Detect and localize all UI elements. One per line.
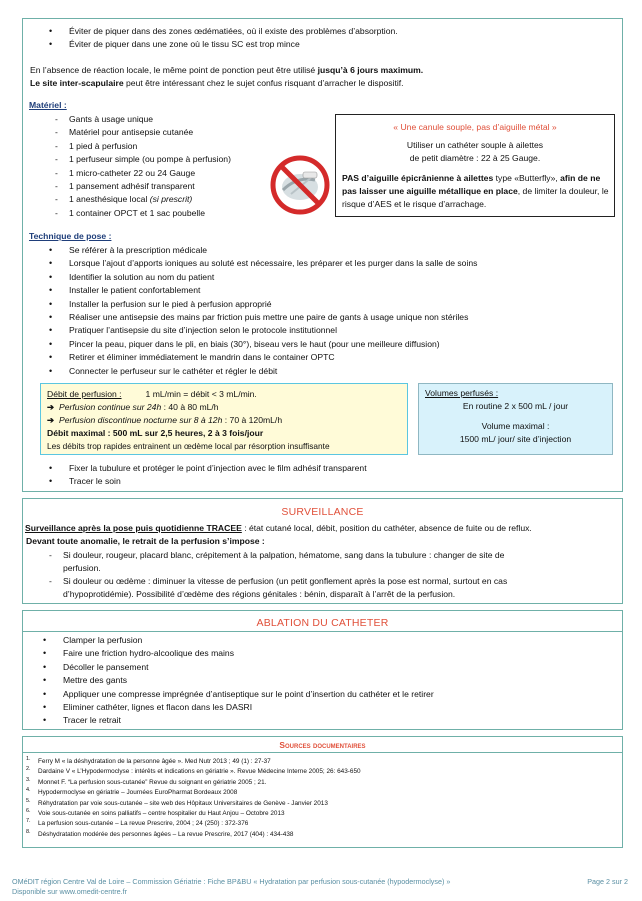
list-item: 5. Réhydratation par voie sous-cutanée – site web des Hôpitaux Universitaires de Genève - Janvier 2013 xyxy=(26,797,328,807)
list-item: • Pincer la peau, piquer dans le pli, en biais (30°), biseau vers le haut (pour une meilleure diffusion) xyxy=(23,338,477,351)
list-item: - 1 pied à perfusion xyxy=(23,140,231,153)
reuse-line-1: En l’absence de réaction locale, le même point de ponction peut être utilisé jusqu’à 6 jours maximum. xyxy=(30,65,424,75)
list-item: • Se référer à la prescription médicale xyxy=(23,244,477,257)
list-item: • Faire une friction hydro-alcoolique des mains xyxy=(17,647,434,660)
surveillance-item-1: - Si douleur, rougeur, placard blanc, crépitement à la palpation, hématome, sang dans la tubulure : changer de site de perfusion. xyxy=(49,550,505,573)
canule-paragraph: PAS d’aiguille épicrânienne à ailettes type «Butterfly», afin de ne pas laisser une aiguille métallique en place, de limiter la douleur, le risque d’AES et le risque d’arrachage. xyxy=(342,173,609,210)
volumes-routine: En routine 2 x 500 mL / jour xyxy=(462,401,569,411)
list-item: • Mettre des gants xyxy=(17,674,434,687)
volumes-title: Volumes perfusés : xyxy=(425,388,499,398)
surveillance-item-2: - Si douleur ou œdème : diminuer la vitesse de perfusion (un petit gonflement après la pose est normal, surtout en cas d’hypoprotidémie). Possibilité d’œdème des régions génitales : bénin, disparaît à l’arrêt de la perfusion. xyxy=(49,576,508,599)
list-item: • Appliquer une compresse imprégnée d’antiseptique sur le point d’insertion du cathéter et le retirer xyxy=(17,688,434,701)
main-protocol-box xyxy=(22,18,623,492)
page-number: Page 2 sur 2 xyxy=(587,877,628,886)
list-item: • Installer la perfusion sur le pied à perfusion approprié xyxy=(23,298,477,311)
list-item: - 1 perfuseur simple (ou pompe à perfusion) xyxy=(23,153,231,166)
surveillance-title: SURVEILLANCE xyxy=(281,506,364,518)
list-item: • Retirer et éliminer immédiatement le mandrin dans le container OPTC xyxy=(23,351,477,364)
volumes-max-label: Volume maximal : xyxy=(481,421,550,431)
list-item: • Réaliser une antisepsie des mains par friction puis mettre une paire de gants à usage unique non stériles xyxy=(23,311,477,324)
list-item: 4. Hypodermoclyse en gériatrie – Journées EuroPharmat Bordeaux 2008 xyxy=(26,787,238,797)
list-item: - Matériel pour antisepsie cutanée xyxy=(23,126,231,139)
list-item: • Clamper la perfusion xyxy=(17,634,434,647)
list-item: • Connecter le perfuseur sur le cathéter et régler le débit xyxy=(23,365,477,378)
footer-line-1: OMéDIT région Centre Val de Loire – Commission Gériatrie : Fiche BP&BU « Hydratation par perfusion sous-cutanée (hypodermoclyse) » xyxy=(12,877,451,886)
surveillance-anomaly: Devant toute anomalie, le retrait de la perfusion s’impose : xyxy=(26,536,265,546)
sources-title-rule xyxy=(23,752,622,753)
footer xyxy=(12,877,630,896)
debit-continue: ➔ Perfusion continue sur 24h : 40 à 80 mL/h xyxy=(47,402,219,412)
list-item: • Eliminer cathéter, lignes et flacon dans les DASRI xyxy=(17,701,434,714)
list-item: • Éviter de piquer dans une zone où le tissu SC est trop mince xyxy=(23,38,398,51)
volumes-box xyxy=(418,383,613,455)
canule-line-1: Utiliser un cathéter souple à ailettes xyxy=(406,140,544,150)
sources-section xyxy=(22,736,623,848)
footer-line-2: Disponible sur www.omedit-centre.fr xyxy=(12,886,128,896)
list-item: - 1 pansement adhésif transparent xyxy=(23,180,231,193)
list-item: • Identifier la solution au nom du patient xyxy=(23,271,477,284)
list-item: • Fixer la tubulure et protéger le point d’injection avec le film adhésif transparent xyxy=(23,462,367,475)
debit-max: Débit maximal : 500 mL sur 2,5 heures, 2 à 3 fois/jour xyxy=(47,428,264,438)
list-item: • Pratiquer l’antisepsie du site d’injection selon le protocole institutionnel xyxy=(23,324,477,337)
debit-warning: Les débits trop rapides entrainent un œdème local par résorption insuffisante xyxy=(47,441,330,451)
list-item: • Tracer le soin xyxy=(23,475,367,488)
list-item: - 1 micro-catheter 22 ou 24 Gauge xyxy=(23,167,231,180)
canule-title: « Une canule souple, pas d’aiguille métal » xyxy=(393,122,557,132)
list-item: - Gants à usage unique xyxy=(23,113,231,126)
materiel-list xyxy=(23,113,231,220)
ablation-list xyxy=(17,634,434,728)
list-item: • Installer le patient confortablement xyxy=(23,284,477,297)
no-needle-icon xyxy=(269,154,331,216)
ablation-section xyxy=(22,610,623,730)
list-item: • Éviter de piquer dans des zones œdématiées, où il existe des problèmes d’absorption. xyxy=(23,25,398,38)
reuse-paragraph xyxy=(30,64,423,90)
debit-discontinue: ➔ Perfusion discontinue nocturne sur 8 à 12h : 70 à 120mL/h xyxy=(47,415,283,425)
surveillance-section xyxy=(22,498,623,604)
canule-line-2: de petit diamètre : 22 à 25 Gauge. xyxy=(409,153,541,163)
technique-after-list xyxy=(23,462,367,489)
list-item: • Tracer le retrait xyxy=(17,714,434,727)
list-item: • Lorsque l’ajout d’apports ioniques au soluté est nécessaire, les préparer et les purger dans la salle de soins xyxy=(23,257,477,270)
debit-line: Débit de perfusion : 1 mL/min = débit < 3 mL/min. xyxy=(47,389,257,399)
surveillance-lead: Surveillance après la pose puis quotidienne TRACEE : état cutané local, débit, position du cathéter, absence de fuite ou de reflux. xyxy=(25,523,532,533)
materiel-heading: Matériel : xyxy=(29,100,67,110)
list-item: 6. Voie sous-cutanée en soins palliatifs – centre hospitalier du Haut Anjou – Octobre 2013 xyxy=(26,808,285,818)
list-item: 1. Ferry M « la déshydratation de la personne âgée ». Med Nutr 2013 ; 49 (1) : 27-37 xyxy=(26,756,271,765)
technique-list xyxy=(23,244,477,378)
list-item: - 1 anesthésique local (si prescrit) xyxy=(23,193,231,206)
arrow-right-icon: ➔ xyxy=(47,415,55,425)
canule-callout xyxy=(335,114,615,217)
arrow-right-icon: ➔ xyxy=(47,402,55,412)
reuse-line-2: Le site inter-scapulaire peut être intéressant chez le sujet confus risquant d’arracher le dispositif. xyxy=(30,78,404,88)
list-item: • Décoller le pansement xyxy=(17,661,434,674)
debit-box xyxy=(40,383,408,455)
list-item: - 1 container OPCT et 1 sac poubelle xyxy=(23,207,231,220)
sources-title: Sources documentaires xyxy=(279,740,366,750)
list-item: 3. Monnet F. “La perfusion sous-cutanée” Revue du soignant en gériatrie 2005 ; 21. xyxy=(26,776,267,786)
ablation-title-rule xyxy=(23,631,622,632)
ablation-title: ABLATION DU CATHETER xyxy=(256,617,389,629)
sources-list xyxy=(26,757,361,840)
list-item: 8. Déshydratation modérée des personnes âgées – La revue Prescrire, 2017 (404) : 434-438 xyxy=(26,828,294,838)
list-item: 2. Dardaine V « L’Hypodermoclyse : intérêts et indications en gériatrie ». Revue Médecine Interne 2005; 26: 643-650 xyxy=(26,766,361,776)
top-bullet-list xyxy=(23,25,398,52)
technique-heading: Technique de pose : xyxy=(29,231,112,241)
volumes-max-value: 1500 mL/ jour/ site d’injection xyxy=(459,434,572,444)
list-item: 7. La perfusion sous-cutanée – La revue Prescrire, 2004 ; 24 (250) : 372-376 xyxy=(26,818,249,828)
